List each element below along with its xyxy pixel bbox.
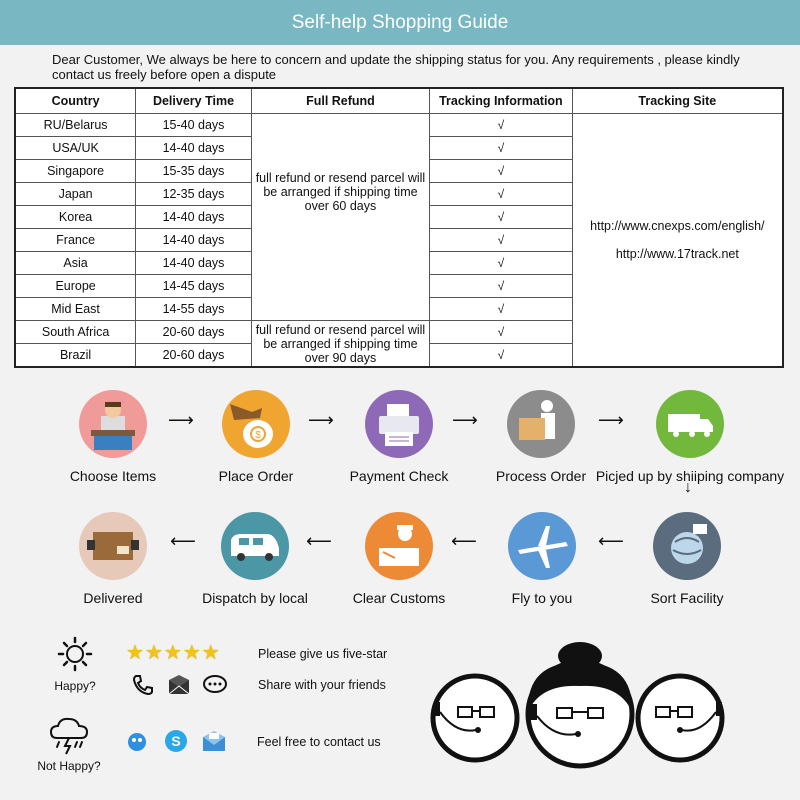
arrow-right-icon: ⟶: [308, 410, 334, 430]
happy-block: [40, 636, 110, 693]
step-label: Picjed up by shiiping company: [595, 468, 785, 484]
step-label: Dispatch by local: [202, 590, 308, 606]
arrow-right-icon: ⟶: [168, 410, 194, 430]
tracking-site-cell: [572, 114, 783, 368]
arrow-right-icon: ⟶: [452, 410, 478, 430]
country-cell: France: [15, 229, 136, 252]
tracking-check-icon: √: [430, 160, 573, 183]
delivery-time-cell: 14-40 days: [136, 229, 252, 252]
step-label: Delivered: [83, 590, 143, 606]
step-delivered: [38, 512, 188, 606]
step-choose-items: [38, 390, 188, 484]
sun-icon: [53, 636, 97, 676]
delivery-time-cell: 14-40 days: [136, 206, 252, 229]
happy-label: Happy?: [54, 679, 96, 693]
table-row: [15, 114, 783, 137]
star-icon[interactable]: ★: [144, 642, 164, 664]
header-full-refund: Full Refund: [251, 88, 429, 114]
printer-icon: [365, 390, 433, 458]
step-label: Choose Items: [69, 468, 157, 484]
five-star-text: Please give us five-star: [258, 647, 388, 661]
header-country: Country: [15, 88, 136, 114]
support-agents-illustration: [430, 638, 730, 778]
step-dispatch-local: [180, 512, 330, 606]
shipping-flow: [0, 388, 800, 608]
step-label: Process Order: [495, 468, 587, 484]
refund-policy-60: full refund or resend parcel will be arranged if shipping time over 60 days: [251, 114, 429, 321]
delivery-time-cell: 20-60 days: [136, 321, 252, 344]
svg-text:S: S: [171, 733, 181, 749]
globe-icon: [653, 512, 721, 580]
email-icon[interactable]: [201, 728, 227, 754]
step-label: Fly to you: [511, 590, 573, 606]
tracking-link-cnexps[interactable]: http://www.cnexps.com/english/: [590, 219, 765, 233]
country-cell: South Africa: [15, 321, 136, 344]
delivery-time-cell: 20-60 days: [136, 344, 252, 368]
star-icon[interactable]: ★: [163, 642, 183, 664]
country-cell: Mid East: [15, 298, 136, 321]
support-agent-right-icon: [638, 676, 722, 760]
step-place-order: [181, 390, 331, 484]
step-picked-up: [595, 390, 785, 484]
step-fly-to-you: [467, 512, 617, 606]
phone-icon[interactable]: [130, 672, 156, 698]
feedback-section: [0, 628, 800, 800]
share-text: Share with your friends: [258, 678, 386, 692]
page-title: Self-help Shopping Guide: [0, 0, 800, 45]
step-label: Place Order: [218, 468, 294, 484]
airplane-icon: [508, 512, 576, 580]
country-cell: Brazil: [15, 344, 136, 368]
skype-icon[interactable]: [163, 728, 189, 754]
mail-icon[interactable]: [166, 672, 192, 698]
tracking-check-icon: √: [430, 344, 573, 368]
star-icon[interactable]: ★: [182, 642, 202, 664]
tracking-check-icon: √: [430, 114, 573, 137]
tracking-check-icon: √: [430, 321, 573, 344]
tracking-check-icon: √: [430, 206, 573, 229]
shipping-table: [14, 87, 784, 368]
not-happy-block: [34, 714, 104, 773]
tracking-check-icon: √: [430, 183, 573, 206]
support-agent-female-icon: [528, 642, 632, 766]
table-header-row: [15, 88, 783, 114]
chat-bubble-icon[interactable]: [202, 672, 228, 698]
star-icon[interactable]: ★: [126, 642, 145, 664]
country-cell: Japan: [15, 183, 136, 206]
delivery-time-cell: 15-35 days: [136, 160, 252, 183]
svg-text:$: $: [255, 430, 261, 441]
step-label: Payment Check: [349, 468, 449, 484]
five-star-rating[interactable]: [126, 640, 221, 665]
arrow-left-icon: ⟵: [170, 531, 196, 551]
refund-policy-90: full refund or resend parcel will be arranged if shipping time over 90 days: [251, 321, 429, 368]
star-icon[interactable]: ★: [201, 642, 221, 664]
arrow-left-icon: ⟵: [451, 531, 477, 551]
country-cell: Asia: [15, 252, 136, 275]
step-payment-check: [324, 390, 474, 484]
step-clear-customs: [324, 512, 474, 606]
step-sort-facility: [612, 512, 762, 606]
intro-text: Dear Customer, We always be here to concern and update the shipping status for you. Any requirements , please kindly contact us freely before open a dispute: [52, 52, 740, 82]
header-tracking-site: Tracking Site: [572, 88, 783, 114]
courier-box-icon: [507, 390, 575, 458]
shopper-at-desk-icon: [79, 390, 147, 458]
tracking-check-icon: √: [430, 252, 573, 275]
arrow-left-icon: ⟵: [598, 531, 624, 551]
tracking-check-icon: √: [430, 298, 573, 321]
parcel-icon: [79, 512, 147, 580]
header-delivery-time: Delivery Time: [136, 88, 252, 114]
van-icon: [221, 512, 289, 580]
bird-icon[interactable]: [124, 728, 150, 754]
rain-cloud-icon: [47, 714, 91, 756]
delivery-time-cell: 14-45 days: [136, 275, 252, 298]
country-cell: RU/Belarus: [15, 114, 136, 137]
arrow-left-icon: ⟵: [306, 531, 332, 551]
country-cell: Korea: [15, 206, 136, 229]
header-tracking-information: Tracking Information: [430, 88, 573, 114]
arrow-right-icon: ⟶: [598, 410, 624, 430]
tracking-check-icon: √: [430, 275, 573, 298]
tracking-link-17track[interactable]: http://www.17track.net: [615, 247, 739, 261]
country-cell: Singapore: [15, 160, 136, 183]
delivery-time-cell: 14-40 days: [136, 252, 252, 275]
delivery-time-cell: 14-40 days: [136, 137, 252, 160]
step-label: Sort Facility: [650, 590, 724, 606]
delivery-time-cell: 14-55 days: [136, 298, 252, 321]
country-cell: USA/UK: [15, 137, 136, 160]
tracking-check-icon: √: [430, 229, 573, 252]
arrow-down-icon: ↓: [684, 479, 692, 496]
support-agent-left-icon: [433, 676, 517, 760]
delivery-time-cell: 12-35 days: [136, 183, 252, 206]
customs-officer-icon: [365, 512, 433, 580]
country-cell: Europe: [15, 275, 136, 298]
contact-text: Feel free to contact us: [257, 735, 381, 749]
delivery-time-cell: 15-40 days: [136, 114, 252, 137]
money-bag-hand-icon: [222, 390, 290, 458]
tracking-check-icon: √: [430, 137, 573, 160]
step-label: Clear Customs: [352, 590, 446, 606]
truck-icon: [656, 390, 724, 458]
not-happy-label: Not Happy?: [37, 759, 101, 773]
